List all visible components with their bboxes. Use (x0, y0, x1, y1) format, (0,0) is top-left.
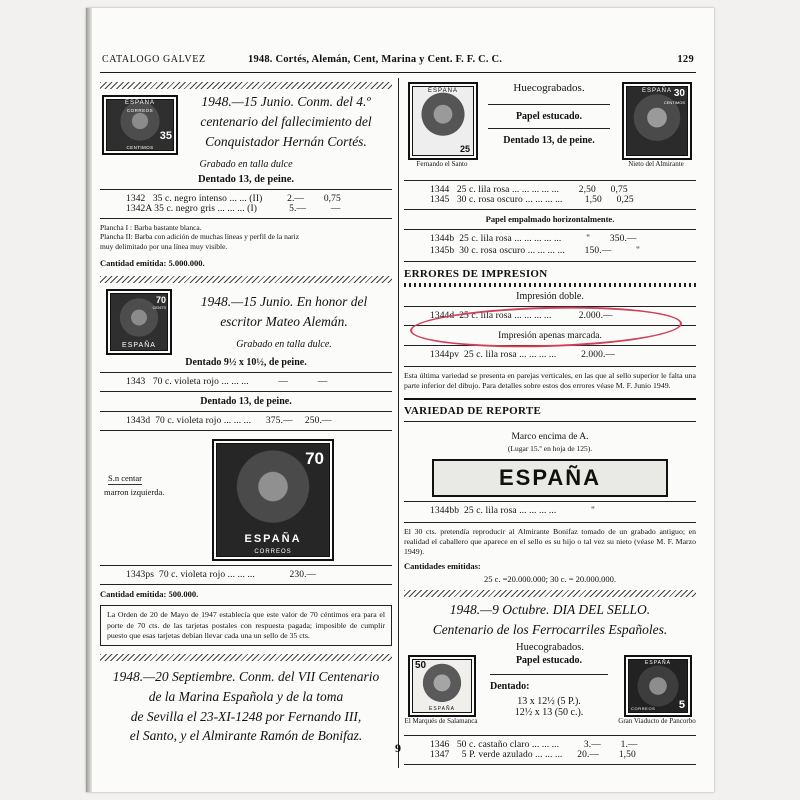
perforation-3: Dentado 13, de peine. (200, 395, 292, 407)
rule (488, 128, 610, 129)
catalog-row: 1345 30 c. rosa oscuro ... ... ... ... 1,50 0,25 (430, 195, 634, 205)
stamp-caption-salamanca: El Marqués de Salamanca (404, 717, 478, 726)
variety-note: El 30 cts. pretendía reproducir al Almirante Bonifaz tomado de un grabado antiguo; en realidad el caballero que aparece en el sello es su hijo o tal vez su nieto (véase M. F. Marzo 1949). (404, 526, 696, 556)
section-ferrocarriles-stamps (404, 655, 696, 731)
rule (404, 366, 696, 367)
stamp-country-label: ESPAÑA (642, 88, 672, 94)
section-heading-line3: de Sevilla el 23-XI-1248 por Fernando III, (130, 708, 362, 724)
plate-note-1: Plancha I : Barba bastante blanca. (100, 223, 202, 232)
stamp-country-label: ESPAÑA (645, 660, 671, 667)
catalog-row: 1346 50 c. castaño claro ... ... ... 3.— 1.— (430, 740, 638, 751)
stamp-image-aleman (106, 289, 172, 355)
rule (490, 674, 608, 675)
stamp-value-label: 70 (155, 294, 166, 305)
printing-method-right-1: Huecograbados. (513, 82, 585, 94)
rule (100, 391, 392, 392)
paper-type: Papel estucado. (515, 111, 583, 122)
variety-title: VARIEDAD DE REPORTE (404, 404, 542, 417)
printing-method-1: Grabado en talla dulce (199, 159, 293, 170)
variety-banner-image (432, 459, 668, 497)
dotted-divider (404, 283, 696, 287)
perforation-2: Dentado 9½ x 10½, de peine. (185, 356, 307, 368)
rule (404, 180, 696, 181)
error-subtitle-1: Impresión doble. (516, 291, 584, 303)
plate-note-3: muy delimitado por una línea muy visible. (100, 241, 228, 251)
rule (404, 345, 696, 346)
stamp-value-label: 30 (673, 88, 685, 99)
catalog-row: 1344 25 c. lila rosa ... ... ... ... ... 2,50 0,75 (430, 185, 628, 195)
rule (100, 584, 392, 585)
rule (404, 735, 696, 736)
zigzag-divider (100, 82, 392, 89)
printing-method-2: Grabado en talla dulce. (236, 338, 332, 350)
order-note: La Orden de 20 de Mayo de 1947 establecía que este valor de 70 céntimos era para el porte de 70 cts. de las tarjetas postales con respuesta pagada; imposible de cumplir puesto que esas tarjetas debían llevar cada una un sello de 35 cts. (100, 605, 392, 645)
quantity-issued-2: Cantidad emitida: 500.000. (100, 588, 199, 599)
quantities-value: 25 c. =20.000.000; 30 c. = 20.000.000. (483, 573, 617, 584)
rule (100, 430, 392, 431)
rule (404, 325, 696, 326)
annotation-line1: S.n centar (108, 473, 142, 486)
stamp-value-label: 35 (159, 130, 172, 142)
stamp-caption-nieto: Nieto del Almirante (628, 160, 684, 168)
rule (404, 261, 696, 262)
page-content (100, 54, 696, 770)
rule (404, 229, 696, 230)
zigzag-divider (100, 276, 392, 283)
paper-joined-label: Papel empalmado horizontalmente. (485, 214, 615, 224)
stamp-service-label: CORREOS (126, 108, 154, 113)
rule (100, 189, 392, 190)
section-heading-line2: escritor Mateo Alemán. (220, 313, 348, 329)
stamp-image-pancorbo (624, 655, 692, 717)
variety-subtitle: Marco encima de A. (511, 431, 589, 442)
section-marina-stamps (404, 80, 696, 176)
catalog-row: 1343ps 70 c. violeta rojo ... ... ... 230.— (126, 569, 317, 580)
dentado-value-2: 12½ x 13 (50 c.). (514, 707, 584, 719)
catalog-row: 1344b 25 c. lila rosa ... ... ... ... ... " 350.— (430, 233, 637, 244)
stamp-image-nieto (622, 82, 692, 160)
perforation-right-1: Dentado 13, de peine. (503, 135, 595, 146)
stamp-service-label: CORREOS (254, 548, 292, 555)
catalog-row: 1343 70 c. violeta rojo ... ... ... — — (126, 376, 328, 387)
stamp-country-label: ESPAÑA (429, 706, 455, 713)
printing-method-right-2: Huecograbados. (516, 642, 584, 654)
stamp-image-fernando (408, 82, 478, 160)
catalog-row-error-2: 1344pv 25 c. lila rosa ... ... ... ... 2.000.— (430, 350, 616, 361)
dentado-label: Dentado: (490, 681, 530, 693)
paper-type-2: Papel estucado. (515, 655, 583, 667)
page-number-footer: 9 (395, 741, 401, 755)
section-heading-line1: 1948.—15 Junio. Conm. del 4.º (201, 94, 371, 109)
section-heading-line1: 1948.—9 Octubre. DIA DEL SELLO. (449, 602, 651, 618)
stamp-image-salamanca (408, 655, 476, 717)
catalog-row: 1342A 35 c. negro gris ... ... ... (I) 5.— — (126, 204, 341, 214)
rule (100, 218, 392, 219)
stamp-service-label: CORREOS (631, 706, 656, 712)
annotation-line2: marron izquierda. (104, 486, 165, 497)
rule (404, 501, 696, 502)
stamp-value-label: 5 (678, 699, 685, 712)
rule (488, 104, 610, 105)
section-heading-line2: Centenario de los Ferrocarriles Españoles. (432, 622, 668, 638)
left-column (100, 80, 392, 766)
rule (100, 372, 392, 373)
dentado-value-1: 13 x 12½ (5 P.). (517, 696, 581, 708)
catalog-row: 1347 5 P. verde azulado ... ... ... 20.— 1,50 (430, 750, 636, 761)
section-heading-line2: de la Marina Española y de la toma (148, 688, 344, 704)
zigzag-divider (100, 654, 392, 661)
stamp-unit-label: CENTIMOS (126, 145, 154, 150)
rule (404, 522, 696, 523)
stamp-caption-fernando: Fernando el Santo (416, 160, 468, 168)
variety-position: (Lugar 15.º en hoja de 125). (507, 443, 593, 453)
section-heading-line1: 1948.—20 Septiembre. Conm. del VII Centenario (112, 668, 380, 684)
error-note: Esta última variedad se presenta en parejas verticales, en las que al sello superior le falta una parte inferior del dibujo. Para detalles sobre estos dos errores véase M. F. Junio 1949. (404, 371, 696, 391)
section-heading-line1: 1948.—15 Junio. En honor del (200, 293, 368, 309)
rule (404, 398, 696, 400)
stamp-unit-label: CENTIMOS (663, 100, 685, 105)
rule (404, 209, 696, 210)
perforation-1: Dentado 13, de peine. (198, 174, 294, 185)
column-divider (398, 78, 399, 768)
section-aleman-header (100, 287, 392, 357)
catalog-row: 1345b 30 c. rosa oscuro ... ... ... ... 150.— " (430, 245, 641, 256)
section-cortes-header (100, 91, 392, 163)
catalog-row-variety: 1344bb 25 c. lila rosa ... ... ... ... " (430, 505, 595, 516)
rule (404, 764, 696, 765)
page-number-header: 129 (677, 54, 694, 65)
section-marina-header (100, 669, 392, 746)
quantity-issued-1: Cantidad emitida: 5.000.000. (100, 258, 205, 269)
section-heading-line3: Conquistador Hernán Cortés. (205, 133, 367, 149)
catalog-name: CATALOGO GALVEZ (102, 54, 206, 65)
catalog-row: 1342 35 c. negro intenso ... ... (II) 2.— 0,75 (126, 194, 341, 204)
error-subtitle-2: Impresión apenas marcada. (498, 331, 602, 342)
stamp-image-cortes (102, 95, 178, 155)
zigzag-divider (404, 590, 696, 597)
section-large-stamp (100, 439, 392, 561)
plate-note-2: Plancha II: Barba con adición de muchas líneas y perfil de la nariz (100, 232, 300, 242)
stamp-caption-pancorbo: Gran Viaducto de Pancorbo (618, 717, 696, 726)
catalog-page-sheet (86, 8, 714, 792)
header-rule (100, 72, 696, 73)
stamp-value-label: 70 (305, 448, 324, 468)
rule (100, 411, 392, 412)
quantities-label: Cantidades emitidas: (404, 561, 481, 572)
stamp-value-label: 50 (415, 660, 427, 672)
section-heading-line2: centenario del fallecimiento del (200, 113, 372, 129)
stamp-country-label: ESPAÑA (125, 100, 155, 106)
stamp-country-label: ESPAÑA (428, 88, 458, 94)
right-column (404, 80, 696, 766)
rule (404, 421, 696, 422)
rule (404, 306, 696, 307)
stamp-value-label: 25 (459, 144, 470, 154)
stamp-image-large-aleman (212, 439, 334, 561)
stamp-country-label: ESPAÑA (244, 532, 302, 545)
catalog-row: 1343d 70 c. violeta rojo ... ... ... 375.— 250.— (126, 415, 332, 426)
page-header (100, 54, 696, 70)
banner-country-label: ESPAÑA (498, 464, 602, 490)
stamp-unit-label: CENTS (152, 304, 166, 310)
page-title: 1948. Cortés, Alemán, Cent, Marina y Cent. F. F. C. C. (248, 54, 503, 65)
errors-title: ERRORES DE IMPRESION (404, 268, 548, 281)
section-heading-line4: el Santo, y el Almirante Ramón de Bonifaz. (129, 728, 363, 744)
catalog-row-error-1: 1344d 25 c. lila rosa ... ... ... ... 2.000.— (430, 311, 613, 322)
rule (100, 565, 392, 566)
stamp-country-label: ESPAÑA (122, 341, 156, 349)
